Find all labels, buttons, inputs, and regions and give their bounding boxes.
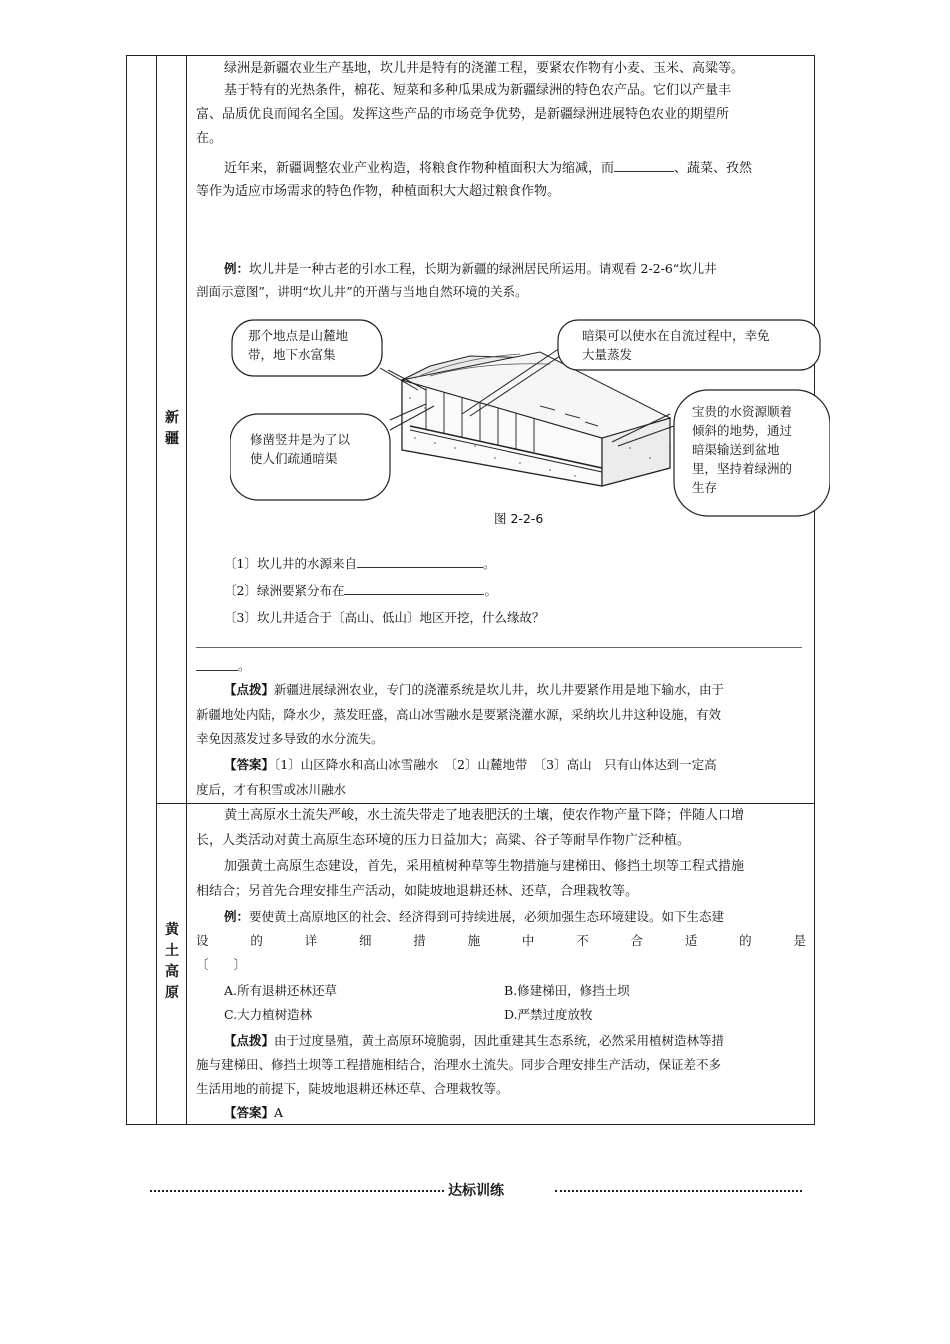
- text: 〔2〕绿洲要紧分布在: [224, 583, 345, 598]
- text: 要使黄土高原地区的社会、经济得到可持续进展，必须加强生态环境建设。如下生态建: [249, 909, 725, 924]
- bubble-water: [692, 402, 818, 497]
- loess-answer: [224, 1102, 283, 1124]
- loess-para2-line1: 加强黄土高原生态建设，首先，采用植树种草等生物措施与建梯田、修挡土坝等工程式措施: [224, 859, 745, 874]
- text: 由于过度垦殖，黄土高原环境脆弱，因此重建其生态系统，必然采用植树造林等措: [274, 1033, 725, 1048]
- word: 合: [630, 933, 644, 948]
- question-3: 〔3〕坎儿井适合于〔高山、低山〕地区开挖，什么缘故？: [224, 610, 545, 625]
- label-char: 疆: [165, 431, 179, 447]
- answer-period: 。: [238, 658, 251, 673]
- question-1: [224, 553, 495, 575]
- text: 、蔬菜、孜然: [674, 161, 753, 176]
- loess-para1-line1: 黄土高原水土流失严峻，水土流失带走了地表肥沃的土壤，使农作物产量下降；伴随人口增: [224, 808, 745, 823]
- fill-blank: [344, 580, 484, 595]
- heading-text: 达标训练: [444, 1183, 508, 1199]
- loess-example-line1: [224, 906, 724, 928]
- bubble-shaft: [250, 430, 350, 468]
- example-label: 例：: [224, 909, 250, 924]
- text: A: [274, 1105, 284, 1120]
- bubble-line: 暗渠可以使水在自流过程中，幸免: [582, 328, 770, 343]
- figure-caption: 图 2-2-6: [494, 511, 544, 526]
- hint-label: 【点拨】: [224, 682, 275, 697]
- bubble-line: 使人们疏通暗渠: [250, 451, 338, 466]
- bubble-line: 倾斜的地势，通过: [692, 423, 793, 438]
- bubble-line: 宝贵的水资源顺着: [692, 404, 793, 419]
- bubble-foothill: [248, 326, 348, 364]
- word: 是: [793, 933, 806, 948]
- word: 施: [467, 933, 481, 948]
- heading-text-wrap: [150, 1180, 802, 1200]
- option-c: C.大力植树造林: [224, 1007, 313, 1022]
- xj-para3-line1: [224, 157, 752, 180]
- bubble-line: 带，地下水富集: [248, 347, 336, 362]
- bubble-line: 修凿竖井是为了以: [250, 432, 351, 447]
- xj-hint-line1: [224, 679, 724, 701]
- label-char: 土: [165, 943, 179, 959]
- xj-para2-line1: 基于特有的光热条件，棉花、短菜和多种瓜果成为新疆绿洲的特色农产品。它们以产量丰: [224, 83, 732, 98]
- section-label-xinjiang: [157, 408, 187, 450]
- fill-blank: [357, 553, 483, 568]
- word: 措: [413, 933, 426, 948]
- example-label: 例：: [224, 261, 250, 276]
- bubble-channel: [582, 326, 770, 364]
- loess-hint-line2: 施与建梯田、修挡土坝等工程措施相结合，治理水土流失。同步合理安排生产活动，保证差不多: [196, 1057, 722, 1072]
- xj-example-line1: [224, 258, 717, 280]
- xj-para2-line2: 富、品质优良而闻名全国。发挥这些产品的市场竞争优势，是新疆绿洲进展特色农业的期望所: [196, 107, 730, 122]
- text: 。: [484, 583, 497, 598]
- xj-answer-line2: 度后，才有积雪或冰川融水: [196, 782, 347, 797]
- loess-example-line3: 〔 〕: [196, 957, 247, 972]
- bubble-line: 暗渠输送到盆地: [692, 442, 780, 457]
- answer-line-short: [196, 670, 238, 671]
- word: 的: [250, 933, 263, 948]
- section-heading: [150, 1178, 802, 1202]
- karez-figure: [230, 318, 830, 518]
- text: 〔1〕坎儿井的水源来自: [224, 556, 357, 571]
- word: 中: [521, 933, 535, 948]
- bubble-line: 生存: [692, 480, 718, 495]
- blank-column: [127, 56, 157, 1124]
- xj-hint-line3: 幸免因蒸发过多导致的水分流失。: [196, 731, 384, 746]
- xj-para1: 绿洲是新疆农业生产基地，坎儿井是特有的浇灌工程，要紧农作物有小麦、玉米、高粱等。: [224, 61, 745, 76]
- label-char: 黄: [165, 922, 179, 938]
- xj-para3-line2: 等作为适应市场需求的特色作物，种植面积大大超过粮食作物。: [196, 184, 561, 199]
- answer-label: 【答案】: [224, 757, 275, 772]
- text: 近年来，新疆调整农业产业构造，将粮食作物种植面积大为缩减，而: [224, 161, 615, 176]
- text: 坎儿井是一种古老的引水工程，长期为新疆的绿洲居民所运用。请观看 2-2-6“坎儿井: [249, 261, 717, 276]
- loess-hint-line1: [224, 1030, 724, 1052]
- row-divider: [157, 803, 814, 804]
- word: 设: [196, 933, 209, 948]
- answer-line: [196, 647, 802, 648]
- fill-blank: [614, 157, 674, 172]
- answer-label: 【答案】: [224, 1105, 275, 1120]
- word: 适: [684, 933, 698, 948]
- label-char: 原: [165, 985, 179, 1001]
- loess-example-line2: [196, 930, 806, 952]
- word: 细: [358, 933, 372, 948]
- question-2: [224, 580, 497, 602]
- loess-para1-line2: 长，人类活动对黄土高原生态环境的压力日益加大；高粱、谷子等耐旱作物广泛种植。: [196, 833, 691, 848]
- word: 的: [739, 933, 752, 948]
- option-d: D.严禁过度放牧: [504, 1007, 593, 1022]
- loess-para2-line2: 相结合；另首先合理安排生产活动，如陡坡地退耕还林、还草，合理栽牧等。: [196, 884, 639, 899]
- text: 〔1〕山区降水和高山冰雪融水 〔2〕山麓地带 〔3〕高山 只有山体达到一定高: [274, 757, 717, 772]
- option-a: A.所有退耕还林还草: [224, 983, 338, 998]
- word: 详: [304, 933, 318, 948]
- bubble-line: 里，坚持着绿洲的: [692, 461, 793, 476]
- word: 不: [576, 933, 589, 948]
- xj-example-line2: 剖面示意图”，讲明“坎儿井”的开凿与当地自然环境的关系。: [196, 284, 528, 299]
- option-b: B.修建梯田，修挡土坝: [504, 983, 630, 998]
- label-char: 高: [165, 964, 179, 980]
- section-label-loess: [157, 920, 187, 1004]
- bubble-line: 那个地点是山麓地: [248, 328, 349, 343]
- label-char: 新: [165, 410, 179, 426]
- hint-label: 【点拨】: [224, 1033, 275, 1048]
- loess-hint-line3: 生活用地的前提下，陡坡地退耕还林还草、合理栽牧等。: [196, 1081, 509, 1096]
- text: 新疆进展绿洲农业，专门的浇灌系统是坎儿井，坎儿井要紧作用是地下输水，由于: [274, 682, 725, 697]
- xj-para2-line3: 在。: [196, 131, 223, 146]
- xj-answer-line1: [224, 754, 717, 776]
- text: 。: [482, 556, 496, 571]
- xj-hint-line2: 新疆地处内陆，降水少，蒸发旺盛，高山冰雪融水是要紧浇灌水源，采纳坎儿井这种设施，有效: [196, 707, 722, 722]
- bubble-line: 大量蒸发: [582, 347, 633, 362]
